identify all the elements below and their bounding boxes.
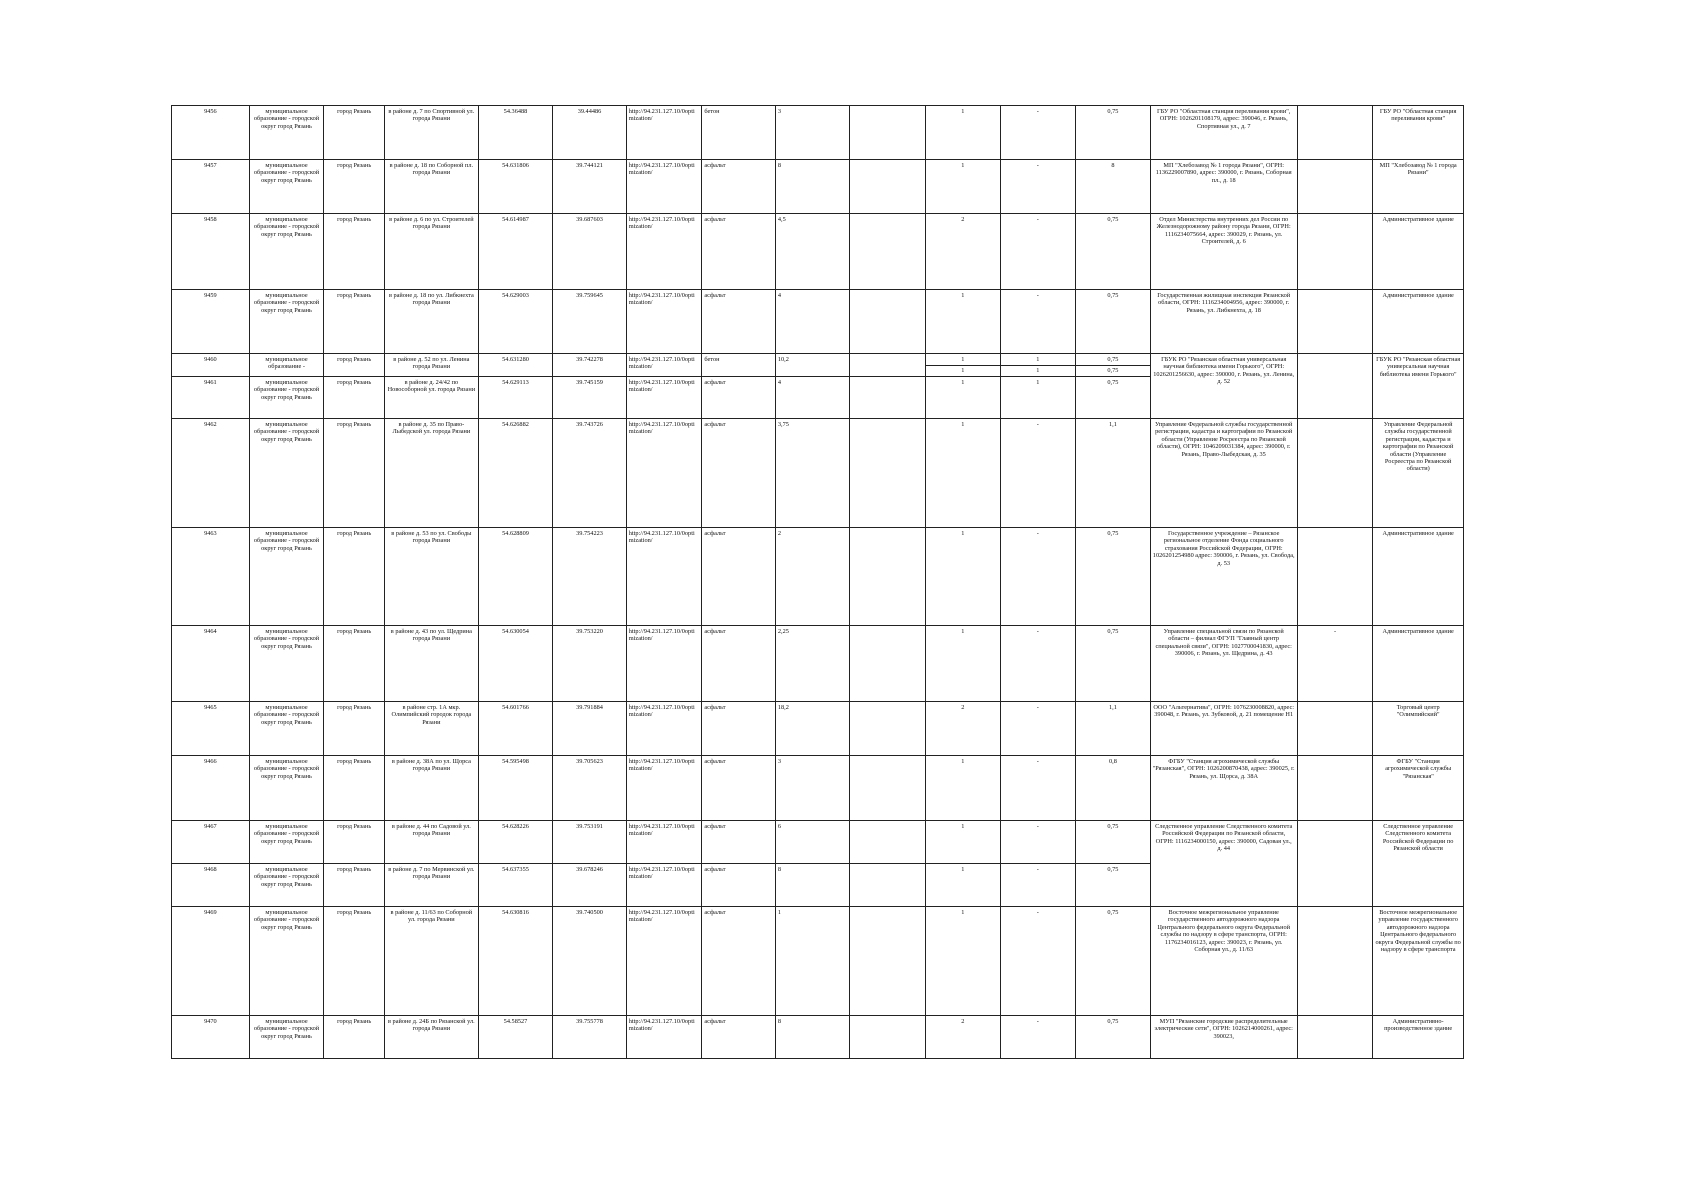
cell-area: 1 <box>775 906 850 1015</box>
cell-lat: 54.631280 <box>478 354 553 377</box>
cell-c1 <box>850 820 926 863</box>
table-row <box>172 354 1464 377</box>
table-row <box>172 906 1464 1015</box>
cell-c1 <box>850 290 926 354</box>
cell-city: город Рязань <box>324 755 385 820</box>
cell-c1 <box>850 376 926 418</box>
cell-c1 <box>850 625 926 701</box>
cell-lat: 54.614987 <box>478 214 553 290</box>
cell-source: ГБУК РО "Рязанская областная универсальная научная библиотека имени Горького" <box>1373 354 1464 419</box>
cell-c5 <box>1297 354 1373 419</box>
cell-c5 <box>1297 906 1373 1015</box>
cell-id: 9468 <box>172 863 250 906</box>
table-row <box>172 418 1464 527</box>
cell-city: город Рязань <box>324 1015 385 1058</box>
cell-lat: 54.629113 <box>478 376 553 418</box>
cell-organization: Государственная жилищная инспекция Рязанской области, ОГРН: 1116234004956, адрес: 390000, г. Рязань, ул. Либкнехта, д. 18 <box>1150 290 1297 354</box>
cell-area: 2 <box>775 527 850 625</box>
cell-c1 <box>850 863 926 906</box>
cell-id: 9465 <box>172 701 250 755</box>
cell-address: в районе д. 38А по ул. Щорса города Рязани <box>385 755 479 820</box>
cell-lat: 54.626882 <box>478 418 553 527</box>
cell-url: http://94.231.127.10/0optimization/ <box>626 906 702 1015</box>
cell-surface: асфальт <box>702 376 775 418</box>
cell-c2: 1 <box>926 418 1001 527</box>
cell-surface: асфальт <box>702 701 775 755</box>
cell-c1 <box>850 701 926 755</box>
cell-id: 9462 <box>172 418 250 527</box>
registry-table <box>171 105 1464 1059</box>
cell-c4: 0,75 <box>1076 290 1151 354</box>
cell-c5 <box>1297 214 1373 290</box>
cell-organization: МУП "Рязанские городские распределительные электрические сети", ОГРН: 1026214000261, адрес: 390023, <box>1150 1015 1297 1058</box>
cell-source: Административное здание <box>1373 527 1464 625</box>
cell-owner: муниципальное образование - городской округ город Рязань <box>249 906 324 1015</box>
cell-surface: асфальт <box>702 160 775 214</box>
cell-c2: 2 <box>926 701 1001 755</box>
cell-source: Восточное межрегиональное управление государственного автодорожного надзора Центрального федерального округа Федеральной службы по надзору в сфере транспорта <box>1373 906 1464 1015</box>
cell-lon: 39.744121 <box>553 160 626 214</box>
cell-id: 9470 <box>172 1015 250 1058</box>
cell-id: 9467 <box>172 820 250 863</box>
table-row <box>172 527 1464 625</box>
cell-surface: асфальт <box>702 214 775 290</box>
cell-c3: - <box>1000 418 1076 527</box>
cell-source: ГБУ РО "Областная станция переливания крови" <box>1373 106 1464 160</box>
cell-area: 10,2 <box>775 354 850 377</box>
cell-id: 9460 <box>172 354 250 377</box>
cell-url: http://94.231.127.10/0optimization/ <box>626 701 702 755</box>
cell-lat: 54.631806 <box>478 160 553 214</box>
cell-owner: муниципальное образование - городской округ город Рязань <box>249 214 324 290</box>
cell-url: http://94.231.127.10/0optimization/ <box>626 214 702 290</box>
cell-c2: 1 <box>926 863 1001 906</box>
cell-id: 9461 <box>172 376 250 418</box>
cell-source: Следственное управление Следственного комитета Российской Федерации по Рязанской области <box>1373 820 1464 906</box>
cell-c1 <box>850 214 926 290</box>
table-row <box>172 701 1464 755</box>
cell-surface: асфальт <box>702 625 775 701</box>
cell-lat: 54.601766 <box>478 701 553 755</box>
cell-c3: - <box>1000 820 1076 863</box>
cell-city: город Рязань <box>324 906 385 1015</box>
cell-area: 8 <box>775 160 850 214</box>
cell-area: 8 <box>775 863 850 906</box>
cell-c2-value: 1 <box>961 356 965 363</box>
cell-area: 18,2 <box>775 701 850 755</box>
table-row <box>172 290 1464 354</box>
cell-url: http://94.231.127.10/0optimization/ <box>626 1015 702 1058</box>
cell-owner: муниципальное образование - городской округ город Рязань <box>249 755 324 820</box>
cell-owner: муниципальное образование - городской округ город Рязань <box>249 625 324 701</box>
cell-id: 9464 <box>172 625 250 701</box>
cell-source: Управление Федеральной службы государственной регистрации, кадастра и картографии по Рязанской области (Управление Росреестра по Рязанской области) <box>1373 418 1464 527</box>
cell-surface: бетон <box>702 354 775 377</box>
cell-url: http://94.231.127.10/0optimization/ <box>626 290 702 354</box>
cell-url: http://94.231.127.10/0optimization/ <box>626 418 702 527</box>
cell-owner: муниципальное образование - городской округ город Рязань <box>249 820 324 863</box>
cell-owner: муниципальное образование - <box>249 354 324 377</box>
cell-organization: Следственное управление Следственного комитета Российской Федерации по Рязанской области, ОГРН: 1116234000150, адрес: 390000, Садовая ул., д. 44 <box>1150 820 1297 906</box>
cell-source: Торговый центр "Олимпийский" <box>1373 701 1464 755</box>
cell-address: в районе д. 18 по ул. Либкнехта города Рязани <box>385 290 479 354</box>
cell-area: 8 <box>775 1015 850 1058</box>
cell-id: 9456 <box>172 106 250 160</box>
cell-id: 9469 <box>172 906 250 1015</box>
cell-lon: 39.754223 <box>553 527 626 625</box>
cell-c2: 1 <box>926 527 1001 625</box>
cell-lon: 39.743726 <box>553 418 626 527</box>
cell-url: http://94.231.127.10/0optimization/ <box>626 354 702 377</box>
cell-c5 <box>1297 1015 1373 1058</box>
cell-address: в районе д. 53 по ул. Свободы города Рязани <box>385 527 479 625</box>
cell-c2: 1 <box>926 106 1001 160</box>
cell-organization: ФГБУ "Станция агрохимической службы "Рязанская", ОГРН: 1026200870438, адрес: 390025, г. Рязань, ул. Щорса, д. 38А <box>1150 755 1297 820</box>
cell-url: http://94.231.127.10/0optimization/ <box>626 820 702 863</box>
cell-lat: 54.628226 <box>478 820 553 863</box>
cell-organization: Отдел Министерства внутренних дел России по Железнодорожному району города Рязани, ОГРН: 1116234075664, адрес: 390029, г. Рязань, ул. Строителей, д. 6 <box>1150 214 1297 290</box>
cell-lat: 54.629003 <box>478 290 553 354</box>
cell-c4: 0,75 <box>1076 214 1151 290</box>
cell-address: в районе д. 35 по Право-Лыбедской ул. города Рязани <box>385 418 479 527</box>
cell-source: Административное здание <box>1373 290 1464 354</box>
cell-c5 <box>1297 160 1373 214</box>
cell-lat: 54.58527 <box>478 1015 553 1058</box>
cell-c4: 0,8 <box>1076 755 1151 820</box>
cell-url: http://94.231.127.10/0optimization/ <box>626 106 702 160</box>
cell-city: город Рязань <box>324 106 385 160</box>
cell-surface: асфальт <box>702 863 775 906</box>
cell-surface: асфальт <box>702 755 775 820</box>
cell-lon: 39.753191 <box>553 820 626 863</box>
cell-id: 9457 <box>172 160 250 214</box>
cell-lat: 54.36488 <box>478 106 553 160</box>
cell-area: 3 <box>775 106 850 160</box>
cell-surface: асфальт <box>702 527 775 625</box>
cell-c1 <box>850 755 926 820</box>
cell-address: в районе д. 24Б по Рязанской ул. города Рязани <box>385 1015 479 1058</box>
cell-c2: 2 <box>926 1015 1001 1058</box>
cell-url: http://94.231.127.10/0optimization/ <box>626 376 702 418</box>
cell-c3 <box>1000 354 1076 377</box>
cell-c2: 2 <box>926 214 1001 290</box>
cell-owner: муниципальное образование - городской округ город Рязань <box>249 1015 324 1058</box>
cell-lon: 39.759645 <box>553 290 626 354</box>
cell-source: Административное здание <box>1373 214 1464 290</box>
cell-source: Административно-производственное здание <box>1373 1015 1464 1058</box>
cell-surface: асфальт <box>702 290 775 354</box>
cell-area: 2,25 <box>775 625 850 701</box>
cell-lon: 39.745159 <box>553 376 626 418</box>
cell-url: http://94.231.127.10/0optimization/ <box>626 755 702 820</box>
table-row <box>172 1015 1464 1058</box>
cell-c3: - <box>1000 701 1076 755</box>
cell-c4: 0,75 <box>1076 625 1151 701</box>
cell-c3: - <box>1000 755 1076 820</box>
cell-c4: 0,75 <box>1076 106 1151 160</box>
cell-owner: муниципальное образование - городской округ город Рязань <box>249 418 324 527</box>
cell-c5 <box>1297 755 1373 820</box>
cell-address: в районе д. 6 по ул. Строителей города Рязани <box>385 214 479 290</box>
cell-c4: 0,75 <box>1076 863 1151 906</box>
cell-owner: муниципальное образование - городской округ город Рязань <box>249 106 324 160</box>
cell-c3: - <box>1000 290 1076 354</box>
cell-address: в районе д. 44 по Садовой ул. города Рязани <box>385 820 479 863</box>
cell-c4: 1,1 <box>1076 418 1151 527</box>
cell-surface: асфальт <box>702 418 775 527</box>
cell-organization: Управление Федеральной службы государственной регистрации, кадастра и картографии по Рязанской области (Управление Росреестра по Рязанской области), ОГРН: 1046209031384, адрес: 390000, г. Рязань, Право-Лыбедская, д. 35 <box>1150 418 1297 527</box>
cell-area: 3 <box>775 755 850 820</box>
cell-surface: асфальт <box>702 820 775 863</box>
cell-organization: Управление специальной связи по Рязанской области – филиал ФГУП "Главный центр специальной связи", ОГРН: 1027700041830, адрес: 390006, г. Рязань, ул. Щедрина, д. 43 <box>1150 625 1297 701</box>
cell-c2 <box>926 354 1001 377</box>
cell-c3-extra: 1 <box>1001 365 1076 374</box>
cell-c1 <box>850 418 926 527</box>
cell-address: в районе д. 7 по Мервинской ул. города Рязани <box>385 863 479 906</box>
cell-c5 <box>1297 701 1373 755</box>
cell-c4: 0,75 <box>1076 1015 1151 1058</box>
cell-organization: Государственное учреждение – Рязанское региональное отделение Фонда социального страхования Российской Федерации, ОГРН: 1026201254980 адрес: 390006, г. Рязань, ул. Свобода, д. 53 <box>1150 527 1297 625</box>
cell-organization: ГБУ РО "Областная станция переливания крови", ОГРН: 1026201108179, адрес: 390046, г. Рязань, Спортивная ул., д. 7 <box>1150 106 1297 160</box>
cell-lon: 39.705623 <box>553 755 626 820</box>
cell-organization: Восточное межрегиональное управление государственного автодорожного надзора Центрального федерального округа Федеральной службы по надзору в сфере транспорта, ОГРН: 1176234016123, адрес: 390023, г. Рязань, ул. Соборная ул., д. 11/63 <box>1150 906 1297 1015</box>
cell-id: 9459 <box>172 290 250 354</box>
cell-city: город Рязань <box>324 160 385 214</box>
cell-c5 <box>1297 106 1373 160</box>
cell-lon: 39.44486 <box>553 106 626 160</box>
cell-c3: - <box>1000 863 1076 906</box>
table-row <box>172 625 1464 701</box>
cell-c3: - <box>1000 1015 1076 1058</box>
cell-city: город Рязань <box>324 625 385 701</box>
cell-url: http://94.231.127.10/0optimization/ <box>626 625 702 701</box>
cell-city: город Рязань <box>324 418 385 527</box>
cell-address: в районе д. 11/63 по Соборной ул. города Рязани <box>385 906 479 1015</box>
cell-lat: 54.630816 <box>478 906 553 1015</box>
cell-area: 6 <box>775 820 850 863</box>
cell-area: 4,5 <box>775 214 850 290</box>
cell-c5 <box>1297 820 1373 906</box>
cell-owner: муниципальное образование - городской округ город Рязань <box>249 290 324 354</box>
cell-lon: 39.791884 <box>553 701 626 755</box>
cell-surface: асфальт <box>702 906 775 1015</box>
cell-c2: 1 <box>926 376 1001 418</box>
cell-surface: асфальт <box>702 1015 775 1058</box>
cell-url: http://94.231.127.10/0optimization/ <box>626 527 702 625</box>
cell-url: http://94.231.127.10/0optimization/ <box>626 863 702 906</box>
cell-lat: 54.630054 <box>478 625 553 701</box>
cell-area: 4 <box>775 290 850 354</box>
cell-c3: - <box>1000 625 1076 701</box>
cell-owner: муниципальное образование - городской округ город Рязань <box>249 160 324 214</box>
cell-c1 <box>850 1015 926 1058</box>
cell-lon: 39.755778 <box>553 1015 626 1058</box>
cell-lon: 39.678246 <box>553 863 626 906</box>
cell-lat: 54.595498 <box>478 755 553 820</box>
cell-organization: ГБУК РО "Рязанская областная универсальная научная библиотека имени Горького", ОГРН: 1026201256630, адрес: 390000, г. Рязань, ул. Ленина, д. 52 <box>1150 354 1297 419</box>
cell-owner: муниципальное образование - городской округ город Рязань <box>249 527 324 625</box>
cell-c1 <box>850 906 926 1015</box>
table-row <box>172 755 1464 820</box>
cell-city: город Рязань <box>324 354 385 377</box>
cell-c3: - <box>1000 527 1076 625</box>
cell-city: город Рязань <box>324 290 385 354</box>
cell-lon: 39.740500 <box>553 906 626 1015</box>
cell-id: 9466 <box>172 755 250 820</box>
cell-c4: 1,1 <box>1076 701 1151 755</box>
cell-lat: 54.628809 <box>478 527 553 625</box>
cell-organization: МП "Хлебозавод № 1 города Рязани", ОГРН: 1136229007890, адрес: 390000, г. Рязань, Соборная пл., д. 18 <box>1150 160 1297 214</box>
cell-source: Административное здание <box>1373 625 1464 701</box>
cell-source: ФГБУ "Станция агрохимической службы "Рязанская" <box>1373 755 1464 820</box>
cell-area: 3,75 <box>775 418 850 527</box>
cell-c5 <box>1297 418 1373 527</box>
cell-url: http://94.231.127.10/0optimization/ <box>626 160 702 214</box>
cell-source: МП "Хлебозавод № 1 города Рязани" <box>1373 160 1464 214</box>
cell-c5 <box>1297 527 1373 625</box>
cell-owner: муниципальное образование - городской округ город Рязань <box>249 701 324 755</box>
cell-c3: - <box>1000 906 1076 1015</box>
cell-city: город Рязань <box>324 376 385 418</box>
cell-c1 <box>850 160 926 214</box>
cell-city: город Рязань <box>324 214 385 290</box>
cell-c4: 0,75 <box>1076 906 1151 1015</box>
cell-address: в районе д. 52 по ул. Ленина города Рязани <box>385 354 479 377</box>
cell-address: в районе стр. 1А мкр. Олимпийский городок города Рязани <box>385 701 479 755</box>
cell-c5 <box>1297 290 1373 354</box>
cell-address: в районе д. 43 по ул. Щедрина города Рязани <box>385 625 479 701</box>
cell-c1 <box>850 106 926 160</box>
cell-lon: 39.753220 <box>553 625 626 701</box>
cell-c3-value: 1 <box>1036 356 1040 363</box>
cell-c4: 0,75 <box>1076 376 1151 418</box>
cell-c4-extra: 0,75 <box>1076 365 1150 374</box>
cell-c2: 1 <box>926 160 1001 214</box>
cell-c1 <box>850 527 926 625</box>
cell-address: в районе д. 7 по Спортивной ул. города Рязани <box>385 106 479 160</box>
cell-c4 <box>1076 354 1151 377</box>
cell-c2: 1 <box>926 820 1001 863</box>
cell-city: город Рязань <box>324 863 385 906</box>
cell-lon: 39.687603 <box>553 214 626 290</box>
cell-id: 9463 <box>172 527 250 625</box>
table-row <box>172 160 1464 214</box>
cell-c4: 0,75 <box>1076 527 1151 625</box>
cell-c2: 1 <box>926 755 1001 820</box>
cell-city: город Рязань <box>324 527 385 625</box>
cell-city: город Рязань <box>324 820 385 863</box>
cell-organization: ООО "Альтернатива", ОГРН: 1076230008820, адрес: 390048, г. Рязань, ул. Зубковой, д. 21 помещение Н1 <box>1150 701 1297 755</box>
cell-surface: бетон <box>702 106 775 160</box>
cell-c4: 0,75 <box>1076 820 1151 863</box>
cell-c3: - <box>1000 214 1076 290</box>
cell-c4-value: 0,75 <box>1107 356 1119 363</box>
cell-c5: - <box>1297 625 1373 701</box>
cell-id: 9458 <box>172 214 250 290</box>
cell-c4: 8 <box>1076 160 1151 214</box>
cell-c2: 1 <box>926 906 1001 1015</box>
cell-c1 <box>850 354 926 377</box>
cell-lat: 54.637355 <box>478 863 553 906</box>
cell-city: город Рязань <box>324 701 385 755</box>
cell-c3: 1 <box>1000 376 1076 418</box>
cell-area: 4 <box>775 376 850 418</box>
cell-c2: 1 <box>926 625 1001 701</box>
cell-owner: муниципальное образование - городской округ город Рязань <box>249 376 324 418</box>
table-row <box>172 820 1464 863</box>
cell-c2: 1 <box>926 290 1001 354</box>
cell-c3: - <box>1000 106 1076 160</box>
cell-owner: муниципальное образование - городской округ город Рязань <box>249 863 324 906</box>
table-row <box>172 106 1464 160</box>
cell-c3: - <box>1000 160 1076 214</box>
cell-c2-extra: 1 <box>926 365 1000 374</box>
cell-lon: 39.742278 <box>553 354 626 377</box>
cell-address: в районе д. 18 по Соборной пл. города Рязани <box>385 160 479 214</box>
cell-address: в районе д. 24/42 по Новособорной ул. города Рязани <box>385 376 479 418</box>
table-row <box>172 214 1464 290</box>
